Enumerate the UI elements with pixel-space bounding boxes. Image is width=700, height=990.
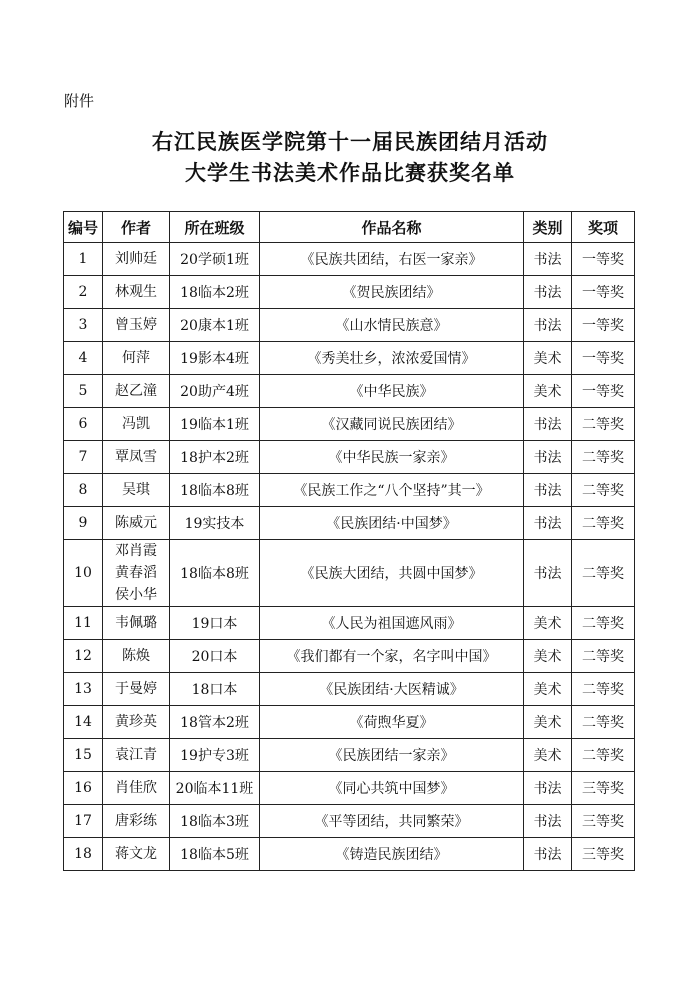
awards-table [63, 211, 635, 871]
cell-category: 美术 [524, 342, 572, 375]
table-row [64, 243, 635, 276]
cell-author [103, 243, 170, 276]
cell-number: 6 [64, 408, 103, 441]
cell-work-title: 《民族团结·大医精诚》 [260, 673, 524, 706]
table-row [64, 342, 635, 375]
cell-award: 一等奖 [572, 276, 635, 309]
cell-award: 二等奖 [572, 673, 635, 706]
cell-category: 书法 [524, 243, 572, 276]
cell-category: 书法 [524, 772, 572, 805]
cell-author [103, 276, 170, 309]
header-category: 类别 [524, 212, 572, 243]
cell-category: 书法 [524, 838, 572, 871]
cell-number: 17 [64, 805, 103, 838]
author-name: 肖佳欣 [115, 780, 157, 796]
table-row [64, 805, 635, 838]
cell-category: 书法 [524, 309, 572, 342]
cell-author [103, 640, 170, 673]
cell-work-title: 《民族团结一家亲》 [260, 739, 524, 772]
cell-class: 19口本 [170, 607, 260, 640]
table-row [64, 375, 635, 408]
cell-number: 9 [64, 507, 103, 540]
author-name: 唐彩练 [115, 813, 157, 829]
cell-class: 18临本2班 [170, 276, 260, 309]
cell-number: 8 [64, 474, 103, 507]
cell-class: 18临本8班 [170, 474, 260, 507]
cell-award: 二等奖 [572, 706, 635, 739]
cell-number: 5 [64, 375, 103, 408]
cell-category: 书法 [524, 805, 572, 838]
cell-number: 2 [64, 276, 103, 309]
cell-number: 11 [64, 607, 103, 640]
cell-award: 二等奖 [572, 540, 635, 607]
cell-author [103, 342, 170, 375]
cell-category: 书法 [524, 408, 572, 441]
cell-number: 15 [64, 739, 103, 772]
cell-author [103, 838, 170, 871]
cell-number: 14 [64, 706, 103, 739]
author-name: 赵乙潼 [115, 383, 157, 399]
cell-work-title: 《同心共筑中国梦》 [260, 772, 524, 805]
cell-author [103, 706, 170, 739]
cell-class: 18临本5班 [170, 838, 260, 871]
cell-work-title: 《铸造民族团结》 [260, 838, 524, 871]
cell-work-title: 《民族共团结，右医一家亲》 [260, 243, 524, 276]
cell-category: 美术 [524, 673, 572, 706]
author-name: 刘帅廷 [115, 251, 157, 267]
table-row [64, 607, 635, 640]
cell-author [103, 474, 170, 507]
cell-category: 书法 [524, 540, 572, 607]
cell-class: 20口本 [170, 640, 260, 673]
cell-award: 一等奖 [572, 342, 635, 375]
cell-class: 19护专3班 [170, 739, 260, 772]
author-name: 覃凤雪 [115, 449, 157, 465]
cell-number: 4 [64, 342, 103, 375]
cell-award: 二等奖 [572, 739, 635, 772]
header-award: 奖项 [572, 212, 635, 243]
cell-author [103, 540, 170, 607]
cell-number: 16 [64, 772, 103, 805]
cell-author [103, 408, 170, 441]
author-name: 何萍 [122, 350, 150, 366]
cell-class: 19影本4班 [170, 342, 260, 375]
table-row [64, 739, 635, 772]
cell-category: 书法 [524, 441, 572, 474]
cell-author [103, 507, 170, 540]
cell-category: 美术 [524, 706, 572, 739]
author-name: 林观生 [115, 284, 157, 300]
header-class: 所在班级 [170, 212, 260, 243]
table-row [64, 408, 635, 441]
document-title-line2: 大学生书法美术作品比赛获奖名单 [185, 161, 515, 185]
author-name: 于曼婷 [115, 681, 157, 697]
author-name: 陈威元 [115, 515, 157, 531]
cell-award: 三等奖 [572, 838, 635, 871]
cell-author [103, 772, 170, 805]
cell-class: 18护本2班 [170, 441, 260, 474]
document-title-line1: 右江民族医学院第十一届民族团结月活动 [152, 130, 548, 154]
author-name: 蒋文龙 [115, 846, 157, 862]
author-name: 陈焕 [122, 648, 150, 664]
cell-work-title: 《汉藏同说民族团结》 [260, 408, 524, 441]
cell-class: 18临本8班 [170, 540, 260, 607]
author-name: 侯小华 [115, 587, 157, 603]
table-row [64, 276, 635, 309]
cell-author [103, 607, 170, 640]
author-name: 袁江青 [115, 747, 157, 763]
cell-award: 二等奖 [572, 640, 635, 673]
cell-work-title: 《民族工作之“八个坚持”其一》 [260, 474, 524, 507]
attachment-label: 附件 [64, 92, 95, 110]
cell-number: 13 [64, 673, 103, 706]
cell-class: 20助产4班 [170, 375, 260, 408]
cell-award: 三等奖 [572, 772, 635, 805]
table-header-row [64, 212, 635, 243]
author-name: 邓肖霞 [115, 543, 157, 559]
cell-work-title: 《中华民族》 [260, 375, 524, 408]
cell-work-title: 《民族大团结，共圆中国梦》 [260, 540, 524, 607]
table-row [64, 640, 635, 673]
cell-category: 美术 [524, 375, 572, 408]
cell-award: 一等奖 [572, 309, 635, 342]
cell-author [103, 673, 170, 706]
table-row [64, 772, 635, 805]
author-name: 曾玉婷 [115, 317, 157, 333]
cell-number: 1 [64, 243, 103, 276]
table-row [64, 441, 635, 474]
table-row [64, 507, 635, 540]
cell-class: 19实技本 [170, 507, 260, 540]
cell-award: 三等奖 [572, 805, 635, 838]
author-name: 黄春滔 [115, 565, 157, 581]
table-row [64, 540, 635, 607]
cell-author [103, 375, 170, 408]
cell-category: 书法 [524, 276, 572, 309]
cell-work-title: 《民族团结·中国梦》 [260, 507, 524, 540]
cell-work-title: 《人民为祖国遮风雨》 [260, 607, 524, 640]
cell-category: 美术 [524, 607, 572, 640]
cell-work-title: 《我们都有一个家，名字叫中国》 [260, 640, 524, 673]
cell-award: 二等奖 [572, 441, 635, 474]
cell-work-title: 《平等团结，共同繁荣》 [260, 805, 524, 838]
cell-class: 18临本3班 [170, 805, 260, 838]
table-row [64, 673, 635, 706]
header-number: 编号 [64, 212, 103, 243]
table-row [64, 309, 635, 342]
cell-category: 书法 [524, 507, 572, 540]
table-row [64, 838, 635, 871]
cell-work-title: 《贺民族团结》 [260, 276, 524, 309]
cell-number: 7 [64, 441, 103, 474]
cell-number: 10 [64, 540, 103, 607]
cell-number: 18 [64, 838, 103, 871]
cell-class: 20临本11班 [170, 772, 260, 805]
table-row [64, 474, 635, 507]
cell-number: 12 [64, 640, 103, 673]
cell-work-title: 《中华民族一家亲》 [260, 441, 524, 474]
cell-category: 美术 [524, 640, 572, 673]
header-author: 作者 [103, 212, 170, 243]
cell-category: 美术 [524, 739, 572, 772]
cell-number: 3 [64, 309, 103, 342]
cell-award: 一等奖 [572, 243, 635, 276]
cell-award: 二等奖 [572, 474, 635, 507]
cell-work-title: 《秀美壮乡，浓浓爱国情》 [260, 342, 524, 375]
cell-work-title: 《荷煦华夏》 [260, 706, 524, 739]
cell-author [103, 309, 170, 342]
author-name: 吴琪 [122, 482, 150, 498]
cell-class: 19临本1班 [170, 408, 260, 441]
cell-work-title: 《山水情民族意》 [260, 309, 524, 342]
author-name: 冯凯 [122, 416, 150, 432]
cell-author [103, 441, 170, 474]
cell-author [103, 739, 170, 772]
table-row [64, 706, 635, 739]
cell-class: 20康本1班 [170, 309, 260, 342]
author-name: 韦佩璐 [115, 615, 157, 631]
cell-class: 20学硕1班 [170, 243, 260, 276]
cell-author [103, 805, 170, 838]
cell-award: 二等奖 [572, 607, 635, 640]
header-work-title: 作品名称 [260, 212, 524, 243]
author-name: 黄珍英 [115, 714, 157, 730]
cell-class: 18管本2班 [170, 706, 260, 739]
cell-award: 一等奖 [572, 375, 635, 408]
cell-award: 二等奖 [572, 507, 635, 540]
cell-category: 书法 [524, 474, 572, 507]
cell-award: 二等奖 [572, 408, 635, 441]
cell-class: 18口本 [170, 673, 260, 706]
